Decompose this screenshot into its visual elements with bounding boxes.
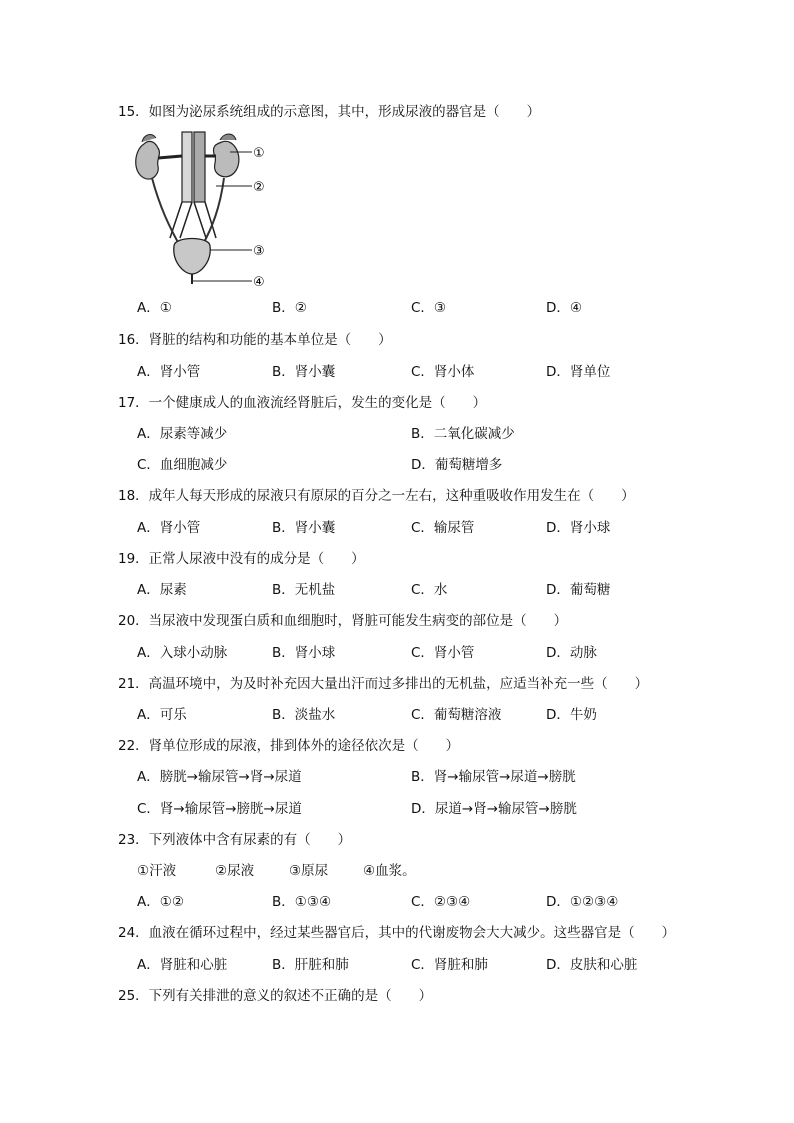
q20-option-c: C．肾小管 (411, 645, 475, 661)
question-17-stem: 17．一个健康成人的血液流经肾脏后，发生的变化是（ ） (118, 395, 487, 411)
q15-option-c: C．③ (411, 300, 447, 316)
q17-option-b: B．二氧化碳减少 (411, 426, 515, 442)
q16-option-c: C．肾小体 (411, 364, 475, 380)
q20-option-a: A．入球小动脉 (137, 645, 228, 661)
q18-option-c: C．输尿管 (411, 520, 475, 536)
q23-item-1: ①汗液 (137, 863, 177, 879)
q16-option-d: D．肾单位 (546, 364, 611, 380)
q17-option-a: A．尿素等减少 (137, 426, 228, 442)
q16-option-a: A．肾小管 (137, 364, 201, 380)
q21-option-b: B．淡盐水 (272, 707, 336, 723)
question-21-stem: 21．高温环境中，为及时补充因大量出汗而过多排出的无机盐，应适当补充一些（ ） (118, 676, 649, 692)
q19-option-c: C．水 (411, 582, 448, 598)
question-20-stem: 20．当尿液中发现蛋白质和血细胞时，肾脏可能发生病变的部位是（ ） (118, 613, 568, 629)
q23-item-3: ③原尿 (289, 863, 329, 879)
q23-option-a: A．①② (137, 894, 184, 910)
q22-option-a: A．膀胱→输尿管→肾→尿道 (137, 769, 302, 785)
q21-option-c: C．葡萄糖溶液 (411, 707, 502, 723)
q24-option-a: A．肾脏和心脏 (137, 957, 228, 973)
q22-option-c: C．肾→输尿管→膀胱→尿道 (137, 801, 302, 817)
question-24-stem: 24．血液在循环过程中，经过某些器官后，其中的代谢废物会大大减少。这些器官是（ ） (118, 925, 676, 941)
q23-option-c: C．②③④ (411, 894, 471, 910)
q19-option-b: B．无机盐 (272, 582, 336, 598)
q22-option-b: B．肾→输尿管→尿道→膀胱 (411, 769, 576, 785)
figure-label-2: ② (253, 180, 265, 195)
q17-option-c: C．血细胞减少 (137, 457, 228, 473)
q23-option-b: B．①③④ (272, 894, 332, 910)
q18-option-a: A．肾小管 (137, 520, 201, 536)
question-18-stem: 18．成年人每天形成的尿液只有原尿的百分之一左右，这种重吸收作用发生在（ ） (118, 488, 635, 504)
question-19-stem: 19．正常人尿液中没有的成分是（ ） (118, 551, 365, 567)
question-25-stem: 25．下列有关排泄的意义的叙述不正确的是（ ） (118, 988, 433, 1004)
q16-option-b: B．肾小囊 (272, 364, 336, 380)
figure-label-3: ③ (253, 244, 265, 259)
q15-option-a: A．① (137, 300, 172, 316)
q24-option-d: D．皮肤和心脏 (546, 957, 638, 973)
q20-option-b: B．肾小球 (272, 645, 336, 661)
figure-label-4: ④ (253, 275, 265, 290)
q18-option-b: B．肾小囊 (272, 520, 336, 536)
question-15-stem: 15．如图为泌尿系统组成的示意图，其中，形成尿液的器官是（ ） (118, 104, 541, 120)
q20-option-d: D．动脉 (546, 645, 597, 661)
question-16-stem: 16．肾脏的结构和功能的基本单位是（ ） (118, 332, 392, 348)
q24-option-b: B．肝脏和肺 (272, 957, 349, 973)
q23-item-4: ④血浆。 (363, 863, 416, 879)
q23-option-d: D．①②③④ (546, 894, 619, 910)
figure-label-1: ① (253, 146, 265, 161)
q15-option-d: D．④ (546, 300, 582, 316)
q24-option-c: C．肾脏和肺 (411, 957, 488, 973)
q21-option-a: A．可乐 (137, 707, 187, 723)
q23-item-2: ②尿液 (215, 863, 255, 879)
q18-option-d: D．肾小球 (546, 520, 611, 536)
urinary-system-diagram (130, 128, 275, 290)
q19-option-a: A．尿素 (137, 582, 187, 598)
urinary-system-figure (130, 128, 275, 290)
q21-option-d: D．牛奶 (546, 707, 597, 723)
q19-option-d: D．葡萄糖 (546, 582, 611, 598)
question-23-stem: 23．下列液体中含有尿素的有（ ） (118, 832, 352, 848)
question-22-stem: 22．肾单位形成的尿液，排到体外的途径依次是（ ） (118, 738, 460, 754)
q22-option-d: D．尿道→肾→输尿管→膀胱 (411, 801, 577, 817)
q17-option-d: D．葡萄糖增多 (411, 457, 503, 473)
q15-option-b: B．② (272, 300, 307, 316)
